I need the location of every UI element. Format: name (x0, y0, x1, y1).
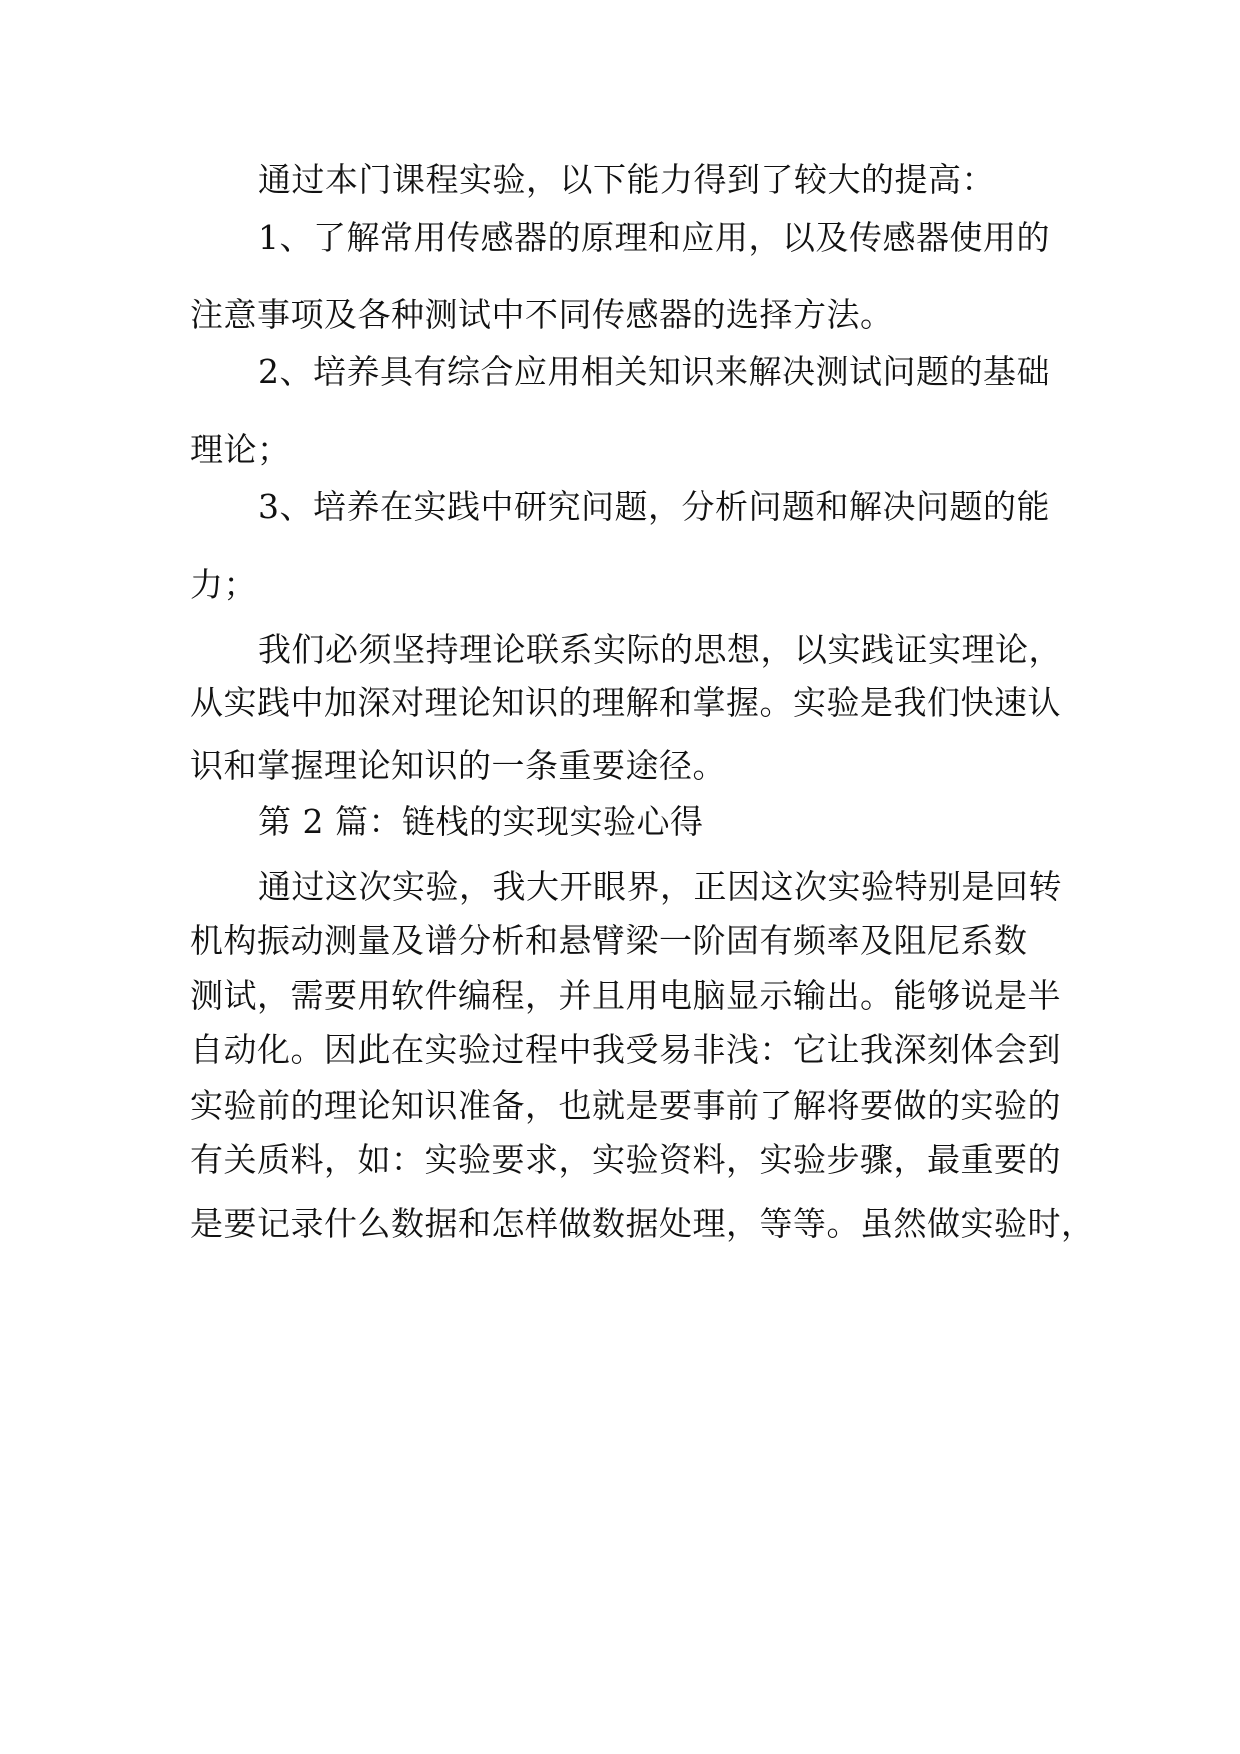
paragraph-line: 通过这次实验，我大开眼界，正因这次实验特别是回转 (258, 867, 1062, 906)
paragraph-line: 有关质料，如：实验要求，实验资料，实验步骤，最重要的 (190, 1140, 1061, 1179)
paragraph-line: 我们必须坚持理论联系实际的思想，以实践证实理论， (258, 630, 1062, 669)
paragraph-line: 通过本门课程实验，以下能力得到了较大的提高： (258, 160, 995, 199)
paragraph-line: 3、培养在实践中研究问题，分析问题和解决问题的能 (258, 487, 1050, 526)
paragraph-line: 识和掌握理论知识的一条重要途径。 (190, 746, 726, 785)
paragraph-line: 2、培养具有综合应用相关知识来解决测试问题的基础 (258, 352, 1050, 391)
paragraph-line: 1、了解常用传感器的原理和应用，以及传感器使用的 (258, 218, 1050, 257)
paragraph-line: 从实践中加深对理论知识的理解和掌握。实验是我们快速认 (190, 683, 1061, 722)
paragraph-line: 自动化。因此在实验过程中我受易非浅：它让我深刻体会到 (190, 1030, 1061, 1069)
section-heading: 第 2 篇：链栈的实现实验心得 (258, 802, 704, 841)
paragraph-line: 力； (190, 565, 257, 604)
paragraph-line: 是要记录什么数据和怎样做数据处理，等等。虽然做实验时， (190, 1204, 1095, 1243)
paragraph-line: 注意事项及各种测试中不同传感器的选择方法。 (190, 295, 894, 334)
paragraph-line: 理论； (190, 430, 291, 469)
paragraph-line: 实验前的理论知识准备，也就是要事前了解将要做的实验的 (190, 1086, 1061, 1125)
paragraph-line: 测试，需要用软件编程，并且用电脑显示输出。能够说是半 (190, 976, 1061, 1015)
paragraph-line: 机构振动测量及谱分析和悬臂梁一阶固有频率及阻尼系数 (190, 921, 1028, 960)
